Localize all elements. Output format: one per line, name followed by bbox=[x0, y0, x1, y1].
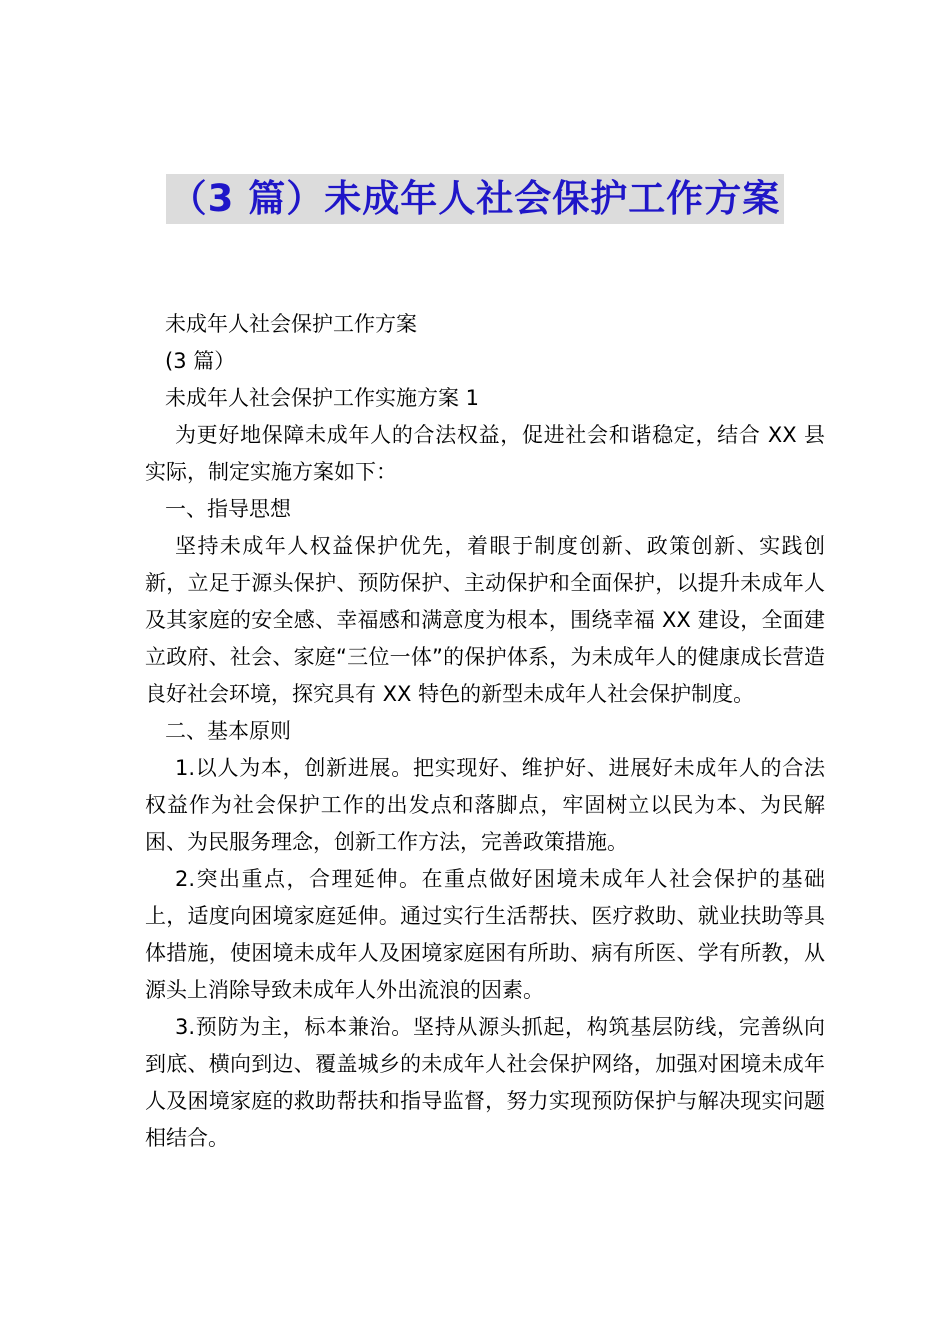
document-body bbox=[145, 306, 825, 1157]
principle-item: 2.突出重点，合理延伸。在重点做好困境未成年人社会保护的基础上，适度向困境家庭延伸。通过实行生活帮扶、医疗救助、就业扶助等具体措施，使困境未成年人及困境家庭困有所助、病有所医、学有所教，从源头上消除导致未成年人外出流浪的因素。 bbox=[145, 867, 825, 1002]
principle-item: 3.预防为主，标本兼治。坚持从源头抓起，构筑基层防线，完善纵向到底、横向到边、覆盖城乡的未成年人社会保护网络，加强对困境未成年人及困境家庭的救助帮扶和指导监督，努力实现预防保护与解决现实问题相结合。 bbox=[145, 1015, 825, 1150]
section-heading-guiding-thought: 一、指导思想 bbox=[165, 497, 291, 521]
plan-heading: 未成年人社会保护工作实施方案 1 bbox=[165, 386, 480, 410]
title-container bbox=[0, 174, 950, 224]
count-line: (3 篇） bbox=[165, 349, 236, 373]
subtitle-line: 未成年人社会保护工作方案 bbox=[165, 312, 417, 336]
document-title: （3 篇）未成年人社会保护工作方案 bbox=[166, 174, 785, 224]
principle-item: 1.以人为本，创新进展。把实现好、维护好、进展好未成年人的合法权益作为社会保护工作的出发点和落脚点，牢固树立以民为本、为民解困、为民服务理念，创新工作方法，完善政策措施。 bbox=[145, 756, 825, 854]
section-heading-principles: 二、基本原则 bbox=[165, 719, 291, 743]
guiding-thought-paragraph: 坚持未成年人权益保护优先，着眼于制度创新、政策创新、实践创新，立足于源头保护、预防保护、主动保护和全面保护，以提升未成年人及其家庭的安全感、幸福感和满意度为根本，围绕幸福 XX 建设，全面建立政府、社会、家庭“三位一体”的保护体系，为未成年人的健康成长营造良好社会环境，探究具有 XX 特色的新型未成年人社会保护制度。 bbox=[145, 534, 825, 706]
intro-paragraph: 为更好地保障未成年人的合法权益，促进社会和谐稳定，结合 XX 县实际，制定实施方案如下： bbox=[145, 423, 825, 484]
